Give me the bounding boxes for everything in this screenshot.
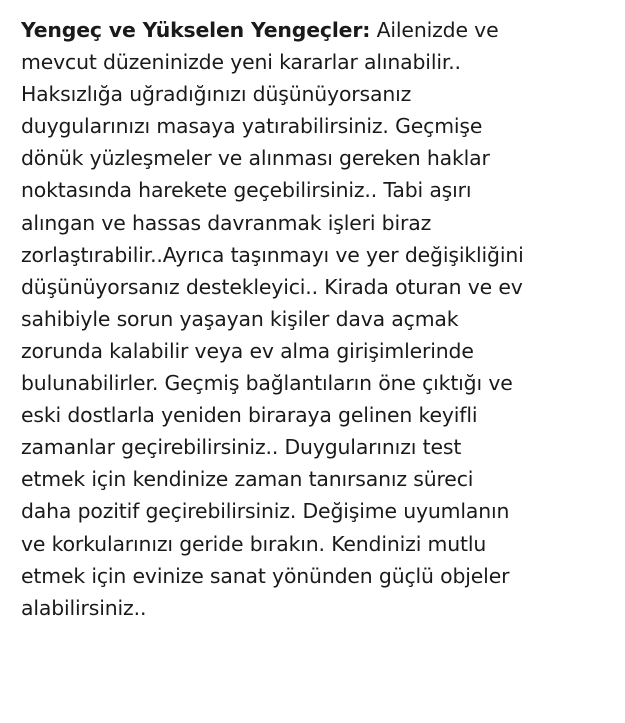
text-line-11: zorunda kalabilir veya ev alma girişimlerinde <box>21 338 474 363</box>
text-line-15: etmek için kendinize zaman tanırsanız süreci <box>21 467 474 492</box>
post-title: Yengeç ve Yükselen Yengeçler: <box>21 18 371 42</box>
text-line-3: Haksızlığa uğradığınızı düşünüyorsanız <box>21 82 412 107</box>
text-line-12: bulunabilirler. Geçmiş bağlantıların öne çıktığı ve <box>21 371 513 396</box>
text-line-1 <box>21 14 621 46</box>
text-line-8: zorlaştırabilir..Ayrıca taşınmayı ve yer değişikliğini <box>21 242 524 267</box>
text-line-18: etmek için evinize sanat yönünden güçlü objeler <box>21 563 510 588</box>
text-line-5: dönük yüzleşmeler ve alınması gereken haklar <box>21 146 490 171</box>
post-text <box>21 14 621 624</box>
text-line-6: noktasında harekete geçebilirsiniz.. Tabi aşırı <box>21 178 472 203</box>
text-line-16: daha pozitif geçirebilirsiniz. Değişime uyumlanın <box>21 499 510 524</box>
text-line-17: ve korkularınızı geride bırakın. Kendinizi mutlu <box>21 531 487 556</box>
text-line-9: düşünüyorsanız destekleyici.. Kirada oturan ve ev <box>21 274 523 299</box>
text-line-4: duygularınızı masaya yatırabilirsiniz. Geçmişe <box>21 114 483 139</box>
text-line-13: eski dostlarla yeniden biraraya gelinen keyifli <box>21 403 478 428</box>
text-line-2: mevcut düzeninizde yeni kararlar alınabilir.. <box>21 50 461 75</box>
text-line-1-rest: Ailenizde ve <box>370 18 499 42</box>
text-line-14: zamanlar geçirebilirsiniz.. Duygularınızı test <box>21 435 462 460</box>
text-line-10: sahibiyle sorun yaşayan kişiler dava açmak <box>21 306 459 331</box>
text-line-7: alıngan ve hassas davranmak işleri biraz <box>21 210 432 235</box>
text-line-19: alabilirsiniz.. <box>21 595 147 620</box>
